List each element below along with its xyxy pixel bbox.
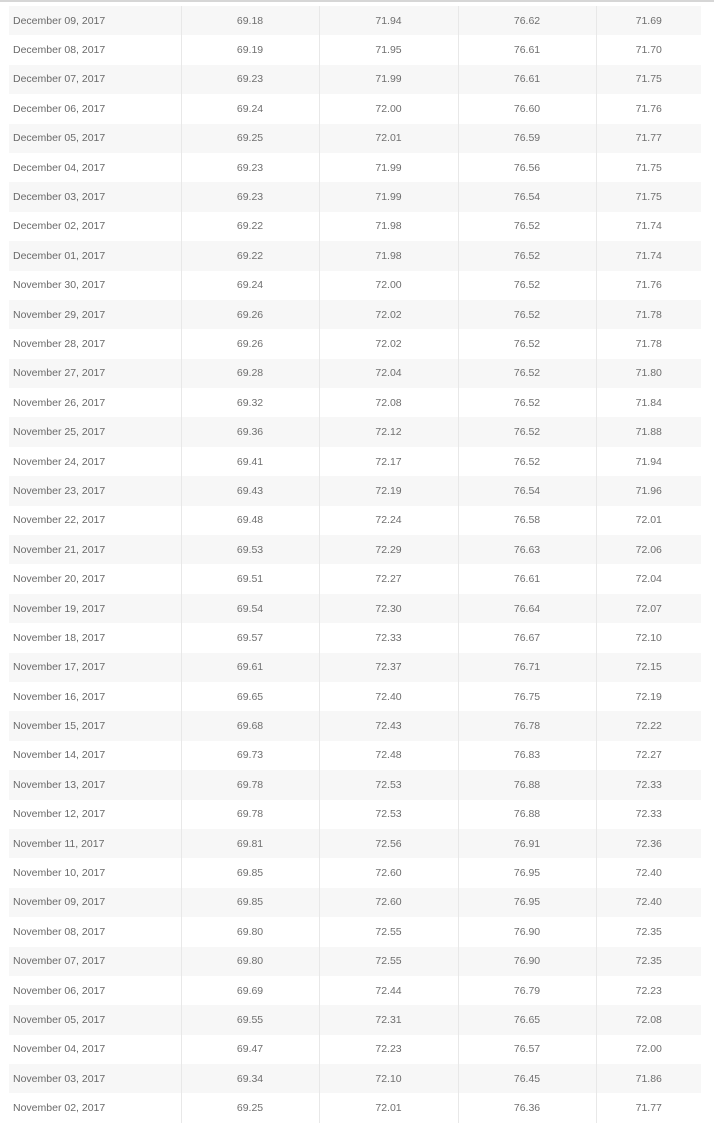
table-row — [9, 182, 701, 211]
value-cell-1: 69.32 — [181, 388, 319, 417]
value-cell-3: 76.71 — [458, 653, 596, 682]
value-cell-1: 69.68 — [181, 711, 319, 740]
value-cell-4: 71.76 — [596, 271, 701, 300]
value-cell-1: 69.43 — [181, 476, 319, 505]
value-cell-2: 71.95 — [319, 35, 458, 64]
value-cell-4: 72.23 — [596, 976, 701, 1005]
table-row — [9, 6, 701, 35]
value-cell-4: 71.78 — [596, 329, 701, 358]
value-cell-2: 72.55 — [319, 917, 458, 946]
value-cell-4: 71.74 — [596, 241, 701, 270]
value-cell-3: 76.61 — [458, 35, 596, 64]
value-cell-2: 72.00 — [319, 271, 458, 300]
value-cell-1: 69.23 — [181, 65, 319, 94]
date-cell: November 15, 2017 — [13, 720, 106, 733]
value-cell-4: 71.80 — [596, 359, 701, 388]
value-cell-2: 72.43 — [319, 711, 458, 740]
value-cell-4: 72.06 — [596, 535, 701, 564]
table-row — [9, 888, 701, 917]
value-cell-2: 72.00 — [319, 94, 458, 123]
value-cell-4: 72.01 — [596, 506, 701, 535]
value-cell-1: 69.25 — [181, 1093, 319, 1122]
value-cell-2: 72.60 — [319, 858, 458, 887]
value-cell-2: 72.53 — [319, 770, 458, 799]
value-cell-3: 76.52 — [458, 417, 596, 446]
value-cell-3: 76.78 — [458, 711, 596, 740]
table-row — [9, 711, 701, 740]
date-cell: December 04, 2017 — [13, 161, 106, 174]
value-cell-3: 76.65 — [458, 1005, 596, 1034]
value-cell-2: 72.01 — [319, 1093, 458, 1122]
value-cell-1: 69.73 — [181, 741, 319, 770]
value-cell-1: 69.53 — [181, 535, 319, 564]
value-cell-4: 72.19 — [596, 682, 701, 711]
date-cell: December 01, 2017 — [13, 249, 106, 262]
value-cell-4: 71.74 — [596, 212, 701, 241]
table-row — [9, 1093, 701, 1122]
value-cell-2: 72.48 — [319, 741, 458, 770]
value-cell-4: 71.76 — [596, 94, 701, 123]
value-cell-3: 76.58 — [458, 506, 596, 535]
date-cell: November 12, 2017 — [13, 808, 106, 821]
table-row — [9, 65, 701, 94]
table-row — [9, 476, 701, 505]
value-cell-3: 76.52 — [458, 388, 596, 417]
value-cell-2: 71.98 — [319, 212, 458, 241]
value-cell-1: 69.18 — [181, 6, 319, 35]
value-cell-2: 72.44 — [319, 976, 458, 1005]
date-cell: December 02, 2017 — [13, 220, 106, 233]
value-cell-2: 72.02 — [319, 300, 458, 329]
rates-table-body — [9, 6, 701, 1123]
value-cell-4: 72.04 — [596, 564, 701, 593]
value-cell-1: 69.69 — [181, 976, 319, 1005]
table-row — [9, 329, 701, 358]
value-cell-3: 76.52 — [458, 300, 596, 329]
value-cell-1: 69.23 — [181, 182, 319, 211]
value-cell-2: 71.99 — [319, 182, 458, 211]
value-cell-1: 69.28 — [181, 359, 319, 388]
value-cell-2: 72.12 — [319, 417, 458, 446]
table-row — [9, 800, 701, 829]
date-cell: November 03, 2017 — [13, 1072, 106, 1085]
value-cell-2: 72.24 — [319, 506, 458, 535]
date-cell: November 17, 2017 — [13, 661, 106, 674]
date-cell: December 08, 2017 — [13, 44, 106, 57]
table-row — [9, 829, 701, 858]
value-cell-1: 69.78 — [181, 800, 319, 829]
table-row — [9, 300, 701, 329]
value-cell-2: 72.55 — [319, 947, 458, 976]
value-cell-2: 72.56 — [319, 829, 458, 858]
value-cell-1: 69.57 — [181, 623, 319, 652]
value-cell-1: 69.23 — [181, 153, 319, 182]
value-cell-4: 71.77 — [596, 1093, 701, 1122]
date-cell: November 22, 2017 — [13, 514, 106, 527]
value-cell-1: 69.85 — [181, 888, 319, 917]
value-cell-4: 71.75 — [596, 182, 701, 211]
table-row — [9, 535, 701, 564]
table-row — [9, 976, 701, 1005]
value-cell-3: 76.52 — [458, 359, 596, 388]
value-cell-1: 69.22 — [181, 241, 319, 270]
date-cell: November 07, 2017 — [13, 955, 106, 968]
value-cell-3: 76.54 — [458, 476, 596, 505]
value-cell-2: 72.10 — [319, 1064, 458, 1093]
value-cell-3: 76.52 — [458, 241, 596, 270]
value-cell-3: 76.95 — [458, 858, 596, 887]
value-cell-2: 72.01 — [319, 124, 458, 153]
value-cell-3: 76.61 — [458, 564, 596, 593]
table-row — [9, 1035, 701, 1064]
value-cell-1: 69.80 — [181, 917, 319, 946]
table-row — [9, 564, 701, 593]
value-cell-4: 72.27 — [596, 741, 701, 770]
date-cell: November 10, 2017 — [13, 867, 106, 880]
date-cell: November 28, 2017 — [13, 337, 106, 350]
value-cell-1: 69.61 — [181, 653, 319, 682]
value-cell-2: 72.08 — [319, 388, 458, 417]
date-cell: November 27, 2017 — [13, 367, 106, 380]
table-row — [9, 623, 701, 652]
value-cell-3: 76.90 — [458, 917, 596, 946]
value-cell-4: 71.86 — [596, 1064, 701, 1093]
value-cell-2: 72.19 — [319, 476, 458, 505]
value-cell-1: 69.51 — [181, 564, 319, 593]
date-cell: November 25, 2017 — [13, 426, 106, 439]
date-cell: December 07, 2017 — [13, 73, 106, 86]
value-cell-4: 71.96 — [596, 476, 701, 505]
value-cell-4: 72.15 — [596, 653, 701, 682]
value-cell-3: 76.56 — [458, 153, 596, 182]
top-divider — [0, 0, 714, 2]
date-cell: December 09, 2017 — [13, 14, 106, 27]
value-cell-3: 76.75 — [458, 682, 596, 711]
table-row — [9, 153, 701, 182]
date-cell: November 29, 2017 — [13, 308, 106, 321]
table-row — [9, 271, 701, 300]
value-cell-1: 69.22 — [181, 212, 319, 241]
date-cell: November 08, 2017 — [13, 925, 106, 938]
value-cell-1: 69.24 — [181, 94, 319, 123]
value-cell-4: 72.40 — [596, 888, 701, 917]
value-cell-3: 76.57 — [458, 1035, 596, 1064]
value-cell-3: 76.95 — [458, 888, 596, 917]
value-cell-2: 71.99 — [319, 65, 458, 94]
value-cell-3: 76.67 — [458, 623, 596, 652]
value-cell-3: 76.88 — [458, 800, 596, 829]
table-row — [9, 359, 701, 388]
value-cell-4: 71.69 — [596, 6, 701, 35]
value-cell-3: 76.36 — [458, 1093, 596, 1122]
date-cell: December 03, 2017 — [13, 191, 106, 204]
value-cell-1: 69.41 — [181, 447, 319, 476]
value-cell-2: 72.04 — [319, 359, 458, 388]
value-cell-1: 69.78 — [181, 770, 319, 799]
value-cell-2: 71.98 — [319, 241, 458, 270]
value-cell-1: 69.65 — [181, 682, 319, 711]
value-cell-4: 71.84 — [596, 388, 701, 417]
table-row — [9, 1005, 701, 1034]
table-row — [9, 594, 701, 623]
table-row — [9, 947, 701, 976]
table-row — [9, 682, 701, 711]
date-cell: November 09, 2017 — [13, 896, 106, 909]
table-row — [9, 858, 701, 887]
date-cell: November 30, 2017 — [13, 279, 106, 292]
value-cell-4: 72.33 — [596, 800, 701, 829]
value-cell-4: 71.75 — [596, 65, 701, 94]
value-cell-1: 69.34 — [181, 1064, 319, 1093]
date-cell: November 04, 2017 — [13, 1043, 106, 1056]
value-cell-1: 69.80 — [181, 947, 319, 976]
date-cell: December 06, 2017 — [13, 102, 106, 115]
date-cell: December 05, 2017 — [13, 132, 106, 145]
rates-table-container — [9, 6, 701, 1123]
date-cell: November 05, 2017 — [13, 1013, 106, 1026]
date-cell: November 21, 2017 — [13, 543, 106, 556]
value-cell-3: 76.52 — [458, 329, 596, 358]
value-cell-4: 72.40 — [596, 858, 701, 887]
value-cell-4: 72.08 — [596, 1005, 701, 1034]
value-cell-2: 72.17 — [319, 447, 458, 476]
value-cell-2: 72.53 — [319, 800, 458, 829]
value-cell-3: 76.88 — [458, 770, 596, 799]
value-cell-4: 72.10 — [596, 623, 701, 652]
value-cell-4: 72.36 — [596, 829, 701, 858]
value-cell-3: 76.61 — [458, 65, 596, 94]
value-cell-4: 72.07 — [596, 594, 701, 623]
table-row — [9, 741, 701, 770]
value-cell-1: 69.48 — [181, 506, 319, 535]
table-row — [9, 35, 701, 64]
date-cell: November 24, 2017 — [13, 455, 106, 468]
value-cell-4: 71.78 — [596, 300, 701, 329]
value-cell-2: 72.30 — [319, 594, 458, 623]
value-cell-1: 69.54 — [181, 594, 319, 623]
value-cell-2: 72.40 — [319, 682, 458, 711]
value-cell-2: 72.02 — [319, 329, 458, 358]
value-cell-4: 71.88 — [596, 417, 701, 446]
value-cell-2: 72.31 — [319, 1005, 458, 1034]
value-cell-2: 72.33 — [319, 623, 458, 652]
table-row — [9, 506, 701, 535]
date-cell: November 06, 2017 — [13, 984, 106, 997]
value-cell-1: 69.26 — [181, 300, 319, 329]
value-cell-1: 69.85 — [181, 858, 319, 887]
date-cell: November 02, 2017 — [13, 1102, 106, 1115]
table-row — [9, 124, 701, 153]
value-cell-2: 71.99 — [319, 153, 458, 182]
table-row — [9, 447, 701, 476]
value-cell-2: 72.27 — [319, 564, 458, 593]
value-cell-1: 69.26 — [181, 329, 319, 358]
value-cell-4: 72.33 — [596, 770, 701, 799]
table-row — [9, 917, 701, 946]
value-cell-2: 72.23 — [319, 1035, 458, 1064]
table-row — [9, 94, 701, 123]
date-cell: November 23, 2017 — [13, 484, 106, 497]
value-cell-1: 69.55 — [181, 1005, 319, 1034]
date-cell: November 14, 2017 — [13, 749, 106, 762]
value-cell-3: 76.59 — [458, 124, 596, 153]
date-cell: November 18, 2017 — [13, 631, 106, 644]
value-cell-4: 71.75 — [596, 153, 701, 182]
table-row — [9, 653, 701, 682]
value-cell-3: 76.52 — [458, 271, 596, 300]
value-cell-2: 72.60 — [319, 888, 458, 917]
value-cell-4: 72.35 — [596, 947, 701, 976]
date-cell: November 16, 2017 — [13, 690, 106, 703]
value-cell-4: 71.94 — [596, 447, 701, 476]
table-row — [9, 1064, 701, 1093]
value-cell-3: 76.60 — [458, 94, 596, 123]
date-cell: November 20, 2017 — [13, 573, 106, 586]
value-cell-3: 76.79 — [458, 976, 596, 1005]
value-cell-4: 72.35 — [596, 917, 701, 946]
value-cell-1: 69.36 — [181, 417, 319, 446]
value-cell-1: 69.24 — [181, 271, 319, 300]
table-row — [9, 417, 701, 446]
rates-table — [9, 6, 701, 1123]
value-cell-3: 76.63 — [458, 535, 596, 564]
table-row — [9, 241, 701, 270]
table-row — [9, 212, 701, 241]
table-row — [9, 388, 701, 417]
value-cell-1: 69.47 — [181, 1035, 319, 1064]
value-cell-3: 76.52 — [458, 212, 596, 241]
value-cell-3: 76.54 — [458, 182, 596, 211]
value-cell-4: 72.22 — [596, 711, 701, 740]
value-cell-3: 76.45 — [458, 1064, 596, 1093]
value-cell-1: 69.81 — [181, 829, 319, 858]
value-cell-3: 76.62 — [458, 6, 596, 35]
date-cell: November 11, 2017 — [13, 837, 105, 850]
value-cell-4: 72.00 — [596, 1035, 701, 1064]
date-cell: November 13, 2017 — [13, 778, 106, 791]
value-cell-4: 71.77 — [596, 124, 701, 153]
value-cell-3: 76.91 — [458, 829, 596, 858]
value-cell-2: 71.94 — [319, 6, 458, 35]
value-cell-3: 76.64 — [458, 594, 596, 623]
value-cell-1: 69.19 — [181, 35, 319, 64]
table-row — [9, 770, 701, 799]
value-cell-3: 76.52 — [458, 447, 596, 476]
value-cell-1: 69.25 — [181, 124, 319, 153]
value-cell-2: 72.37 — [319, 653, 458, 682]
date-cell: November 26, 2017 — [13, 396, 106, 409]
value-cell-4: 71.70 — [596, 35, 701, 64]
value-cell-3: 76.90 — [458, 947, 596, 976]
value-cell-3: 76.83 — [458, 741, 596, 770]
date-cell: November 19, 2017 — [13, 602, 106, 615]
value-cell-2: 72.29 — [319, 535, 458, 564]
